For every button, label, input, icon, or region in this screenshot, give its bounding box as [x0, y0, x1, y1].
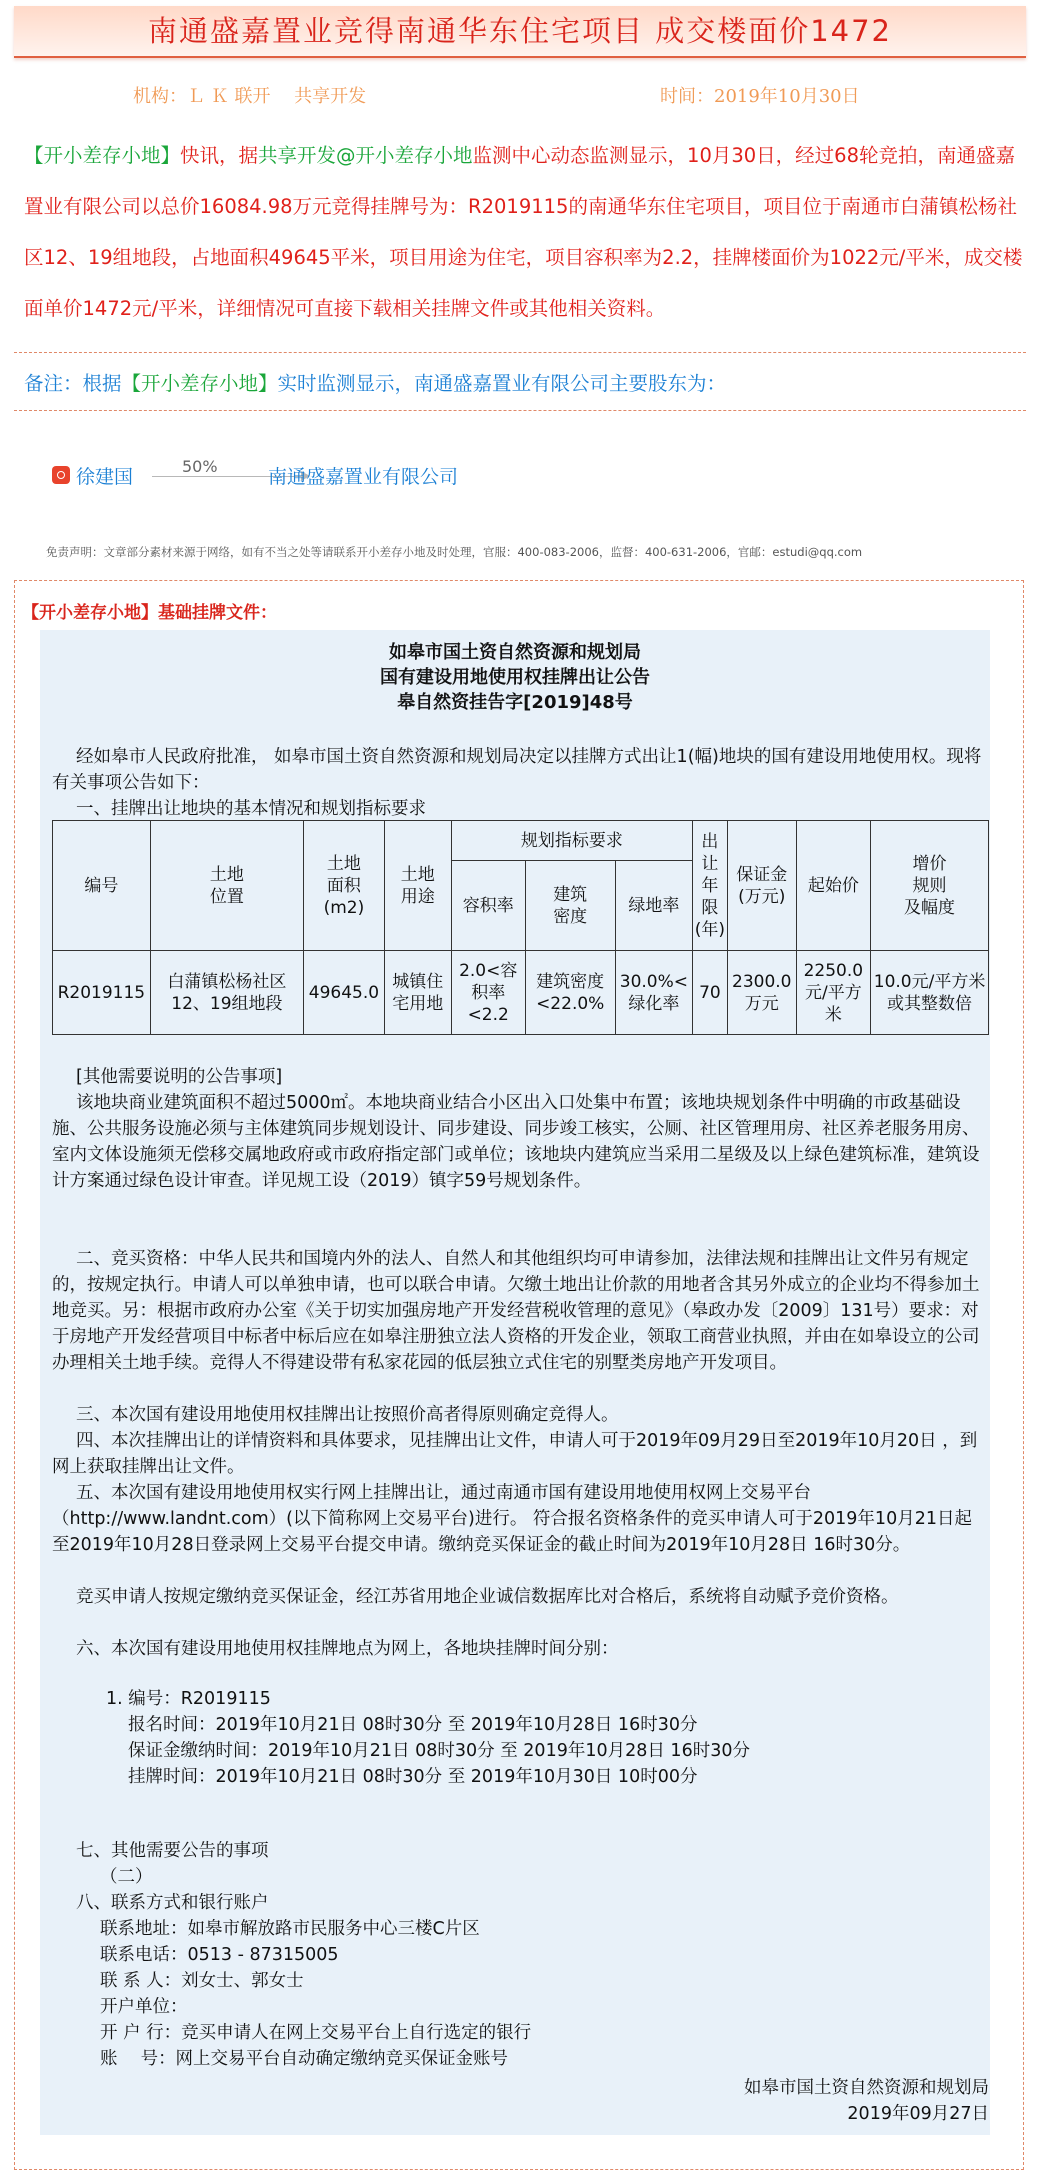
th-number: 编号: [53, 821, 151, 951]
th-start-price: 起始价: [796, 821, 871, 951]
note-line: [24, 368, 726, 396]
cell-location: 白蒲镇松杨社区12、19组地段: [150, 951, 303, 1035]
agency-text: 机构：Ｌ Ｋ 联开 共享开发: [133, 86, 367, 107]
section-1-title: 一、挂牌出让地块的基本情况和规划指标要求: [76, 799, 426, 819]
th-increment: 增价 规则 及幅度: [871, 821, 989, 951]
th-density: 建筑 密度: [525, 861, 615, 951]
title-bar: [14, 6, 1026, 58]
cell-use: 城镇住宅用地: [384, 951, 451, 1035]
section-2: 二、竞买资格：中华人民共和国境内外的法人、自然人和其他组织均可申请参加，法律法规和挂牌出让文件另有规定的，按规定执行。申请人可以单独申请，也可以联合申请。欠缴土地出让价款的用地者含其另外成立的企业均不得参加土地竞买。另：根据市政府办公室《关于切实加强房地产开发经营税收管理的意见》（皋政办发〔2009〕131号）要求：对于房地产开发经营项目中标者中标后应在如皋注册独立法人资格的开发企业，领取工商营业执照，并由在如皋设立的公司办理相关土地手续。竞得人不得建设带有私家花园的低层独立式住宅的别墅类房地产开发项目。: [52, 1249, 980, 1373]
divider: [14, 410, 1026, 411]
heading-org: 如皋市国土资自然资源和规划局: [389, 642, 641, 663]
other-notes-title: [其他需要说明的公告事项]: [76, 1067, 283, 1087]
divider: [14, 352, 1026, 353]
contact-person: 联 系 人：刘女士、郭女士: [100, 1971, 304, 1991]
th-use: 土地 用途: [384, 821, 451, 951]
section-5: 五、本次国有建设用地使用权实行网上挂牌出让，通过南通市国有建设用地使用权网上交易平台（http://www.landnt.com）(以下简称网上交易平台)进行。 符合报名资格条件的竞买申请人可于2019年10月21日起至2019年10月28日登录网上交易平台提交申请。缴纳竞买保证金的截止时间为2019年10月28日 16时30分。: [52, 1483, 972, 1555]
time-text: 时间：2019年10月30日: [660, 86, 860, 107]
heading-title: 国有建设用地使用权挂牌出让公告: [380, 667, 650, 688]
document-label: 【开小差存小地】基础挂牌文件：: [22, 603, 277, 623]
account-number: 账 号：网上交易平台自动确定缴纳竞买保证金账号: [100, 2049, 509, 2069]
cell-number: R2019115: [53, 951, 151, 1035]
heading-number: 皋自然资挂告字[2019]48号: [397, 692, 633, 713]
deposit-time: 保证金缴纳时间：2019年10月21日 08时30分 至 2019年10月28日 16时30分: [128, 1741, 750, 1761]
other-notes-body: 该地块商业建筑面积不超过5000㎡。本地块商业结合小区出入口处集中布置；该地块规划条件中明确的市政基础设施、公共服务设施必须与主体建筑同步规划设计、同步建设、同步竣工核实，公厕、社区管理用房、社区养老服务用房、室内文体设施须无偿移交属地政府或市政府指定部门或单位；该地块内建筑应当采用二星级及以上绿色建筑标准，建筑设计方案通过绿色设计审查。详见规工设（2019）镇字59号规划条件。: [52, 1093, 980, 1191]
note-suffix: 实时监测显示，南通盛嘉置业有限公司主要股东为：: [277, 372, 727, 395]
news-paragraph: [24, 130, 1024, 334]
document-heading: [40, 640, 990, 715]
news-part1: 快讯，据: [180, 144, 259, 167]
signature-org: 如皋市国土资自然资源和规划局: [744, 2078, 989, 2098]
brand-tag: 【开小差存小地】: [24, 144, 181, 167]
section-7: 七、其他需要公告的事项: [76, 1841, 269, 1861]
section-7-item: （二）: [100, 1867, 153, 1887]
th-planning: 规划指标要求: [451, 821, 692, 861]
cell-far: 2.0<容积率<2.2: [451, 951, 525, 1035]
cell-area: 49645.0: [304, 951, 385, 1035]
share-percent: 50%: [182, 457, 218, 476]
news-part2: 监测中心动态监测显示，10月30日，经过68轮竞拍，南通盛嘉置业有限公司以总价16084.98万元竞得挂牌号为：R2019115的南通华东住宅项目，项目位于南通市白蒲镇松杨社区12、19组地段，占地面积49645平米，项目用途为住宅，项目容积率为2.2，挂牌楼面价为1022元/平米，成交楼面单价1472元/平米，详细情况可直接下载相关挂牌文件或其他相关资料。: [24, 144, 1023, 320]
cell-density: 建筑密度<22.0%: [525, 951, 615, 1035]
section-4: 四、本次挂牌出让的详情资料和具体要求，见挂牌出让文件，申请人可于2019年09月29日至2019年10月20日 ，到网上获取挂牌出让文件。: [52, 1431, 978, 1477]
th-years: 出 让 年 限 (年): [692, 821, 727, 951]
company-name[interactable]: 南通盛嘉置业有限公司: [268, 466, 459, 488]
disclaimer: 免责声明：文章部分素材来源于网络，如有不当之处等请联系开小差存小地及时处理，官服：400-083-2006，监督：400-631-2006，官邮：estudi@qq.com: [46, 545, 863, 559]
section-8: 八、联系方式和银行账户: [76, 1893, 269, 1913]
cell-green: 30.0%<绿化率: [615, 951, 692, 1035]
note-prefix: 备注：根据: [24, 372, 122, 395]
cell-start-price: 2250.0元/平方米: [796, 951, 871, 1035]
signature-date: 2019年09月27日: [847, 2104, 989, 2124]
th-location: 土地 位置: [150, 821, 303, 951]
page-title: 南通盛嘉置业竞得南通华东住宅项目 成交楼面价1472: [147, 14, 893, 48]
person-icon: [52, 466, 70, 484]
note-brand: 【开小差存小地】: [121, 372, 278, 395]
registration-time: 报名时间：2019年10月21日 08时30分 至 2019年10月28日 16时30分: [128, 1715, 698, 1735]
listing-time: 挂牌时间：2019年10月21日 08时30分 至 2019年10月30日 10时00分: [128, 1767, 698, 1787]
account-unit: 开户单位：: [100, 1997, 188, 2017]
plot-item: 1. 编号：R2019115: [106, 1689, 271, 1709]
section-5b: 竞买申请人按规定缴纳竞买保证金，经江苏省用地企业诚信数据库比对合格后，系统将自动赋予竞价资格。: [76, 1587, 899, 1607]
contact-address: 联系地址：如皋市解放路市民服务中心三楼C片区: [100, 1919, 480, 1939]
th-area: 土地 面积 (m2): [304, 821, 385, 951]
plot-table: [52, 820, 989, 1035]
cell-increment: 10.0元/平方米或其整数倍: [871, 951, 989, 1035]
intro-paragraph: 经如皋市人民政府批准， 如皋市国土资自然资源和规划局决定以挂牌方式出让1(幅)地块的国有建设用地使用权。现将有关事项公告如下：: [52, 747, 982, 793]
section-6: 六、本次国有建设用地使用权挂牌地点为网上，各地块挂牌时间分别：: [76, 1639, 619, 1659]
brand-link[interactable]: 共享开发@开小差存小地: [258, 144, 473, 167]
th-green: 绿地率: [615, 861, 692, 951]
contact-phone: 联系电话：0513 - 87315005: [100, 1945, 339, 1965]
shareholder-name[interactable]: 徐建国: [76, 466, 134, 488]
section-3: 三、本次国有建设用地使用权挂牌出让按照价高者得原则确定竞得人。: [76, 1405, 619, 1425]
cell-years: 70: [692, 951, 727, 1035]
th-deposit: 保证金 (万元): [727, 821, 796, 951]
cell-deposit: 2300.0万元: [727, 951, 796, 1035]
bank: 开 户 行：竞买申请人在网上交易平台上自行选定的银行: [100, 2023, 532, 2043]
th-far: 容积率: [451, 861, 525, 951]
